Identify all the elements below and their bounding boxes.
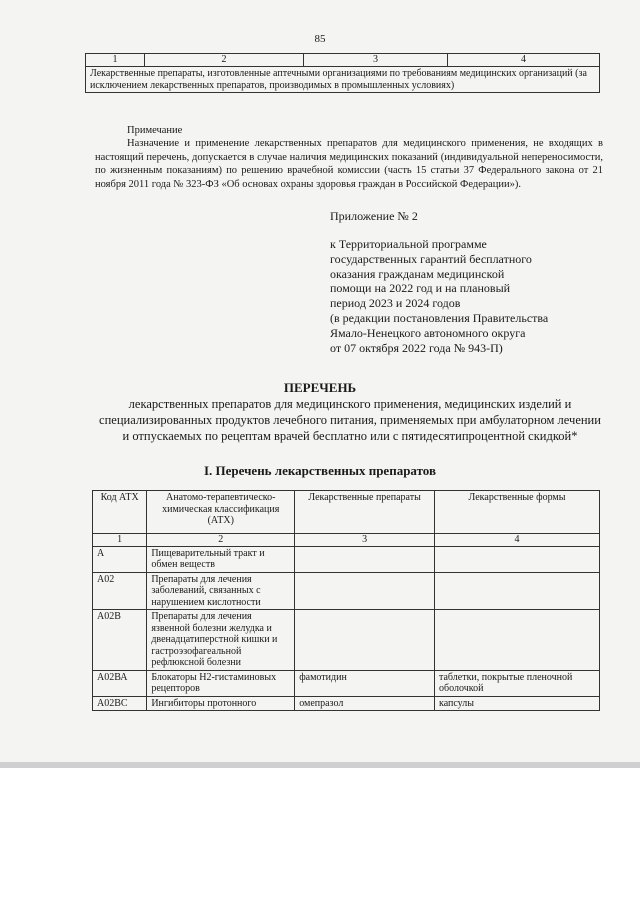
scan-bottom-edge (0, 762, 640, 768)
atc-code: А (93, 546, 147, 572)
note-text: Назначение и применение лекарственных препаратов для медицинского применения, не входящих в настоящий перечень, допускается в случае наличия медицинских показаний (индивидуальной непереносимости, по жизненным показаниям) по решению врачебной комиссии (часть 15 статьи 37 Федерального закона от 21 ноября 2011 года № 323-ФЗ «Об основах охраны здоровья граждан в Российской Федерации»). (95, 138, 603, 190)
header-cell: 2 (145, 54, 304, 67)
table-row (93, 610, 600, 671)
table-row (93, 546, 600, 572)
header-cell: Код АТХ (93, 491, 147, 534)
atc-class: Блокаторы Н2-гистаминовых рецепторов (147, 670, 295, 696)
atc-code: А02 (93, 572, 147, 610)
header-cell: 1 (86, 54, 145, 67)
dosage-form (435, 546, 600, 572)
appendix-title: Приложение № 2 (330, 209, 418, 223)
header-cell: Анатомо-терапевтическо-химическая классификация (АТХ) (147, 491, 295, 534)
atc-class: Ингибиторы протонного (147, 696, 295, 711)
continued-table (85, 53, 600, 93)
column-number: 1 (93, 534, 147, 547)
atc-class: Препараты для лечения заболеваний, связанных с нарушением кислотности (147, 572, 295, 610)
table-row (86, 67, 600, 93)
dosage-form (435, 572, 600, 610)
appendix-line: оказания гражданам медицинской (330, 266, 505, 281)
table-header-row (93, 491, 600, 534)
dosage-form: таблетки, покрытые пленочной оболочкой (435, 670, 600, 696)
header-cell: 4 (448, 54, 600, 67)
atc-class: Препараты для лечения язвенной болезни желудка и двенадцатиперстной кишки и гастроэзофагеальной рефлюксной болезни (147, 610, 295, 671)
document-heading: ПЕРЕЧЕНЬ (283, 380, 357, 395)
section-title: I. Перечень лекарственных препаратов (203, 463, 437, 478)
header-cell: Лекарственные препараты (295, 491, 435, 534)
drug-name (295, 610, 435, 671)
column-number: 2 (147, 534, 295, 547)
appendix-reference (330, 237, 630, 355)
header-cell: Лекарственные формы (435, 491, 600, 534)
appendix-line: (в редакции постановления Правительства (330, 310, 549, 325)
column-number: 4 (435, 534, 600, 547)
appendix-line: к Территориальной программе (330, 237, 487, 251)
table-row (93, 572, 600, 610)
appendix-line: период 2023 и 2024 годов (330, 296, 461, 311)
page-number: 85 (314, 33, 326, 45)
atc-class: Пищеварительный тракт и обмен веществ (147, 546, 295, 572)
drug-name: омепразол (295, 696, 435, 711)
drug-list-table (92, 490, 600, 711)
drug-name (295, 546, 435, 572)
dosage-form: капсулы (435, 696, 600, 711)
appendix-line: Ямало-Ненецкого автономного округа (330, 325, 526, 340)
drug-name (295, 572, 435, 610)
table-row (93, 696, 600, 711)
header-cell: 3 (304, 54, 448, 67)
table-header-row (86, 54, 600, 67)
drug-name: фамотидин (295, 670, 435, 696)
column-number: 3 (295, 534, 435, 547)
appendix-line: помощи на 2022 год и на плановый (330, 281, 511, 296)
table-cell: Лекарственные препараты, изготовленные аптечными организациями по требованиям медицинских организаций (за исключением лекарственных препаратов, производимых в промышленных условиях) (86, 67, 600, 93)
atc-code: А02ВА (93, 670, 147, 696)
appendix-line: государственных гарантий бесплатного (330, 251, 532, 266)
atc-code: А02В (93, 610, 147, 671)
note-title: Примечание (127, 125, 183, 136)
appendix-line: от 07 октября 2022 года № 943-П) (330, 340, 503, 355)
document-subtitle: лекарственных препаратов для медицинского применения, медицинских изделий и специализированных продуктов лечебного питания, применяемых при амбулаторном лечении и отпускаемых по рецептам врачей бесплатно или с пятидесятипроцентной скидкой* (99, 397, 601, 443)
atc-code: А02ВС (93, 696, 147, 711)
column-number-row (93, 534, 600, 547)
table-row (93, 670, 600, 696)
dosage-form (435, 610, 600, 671)
